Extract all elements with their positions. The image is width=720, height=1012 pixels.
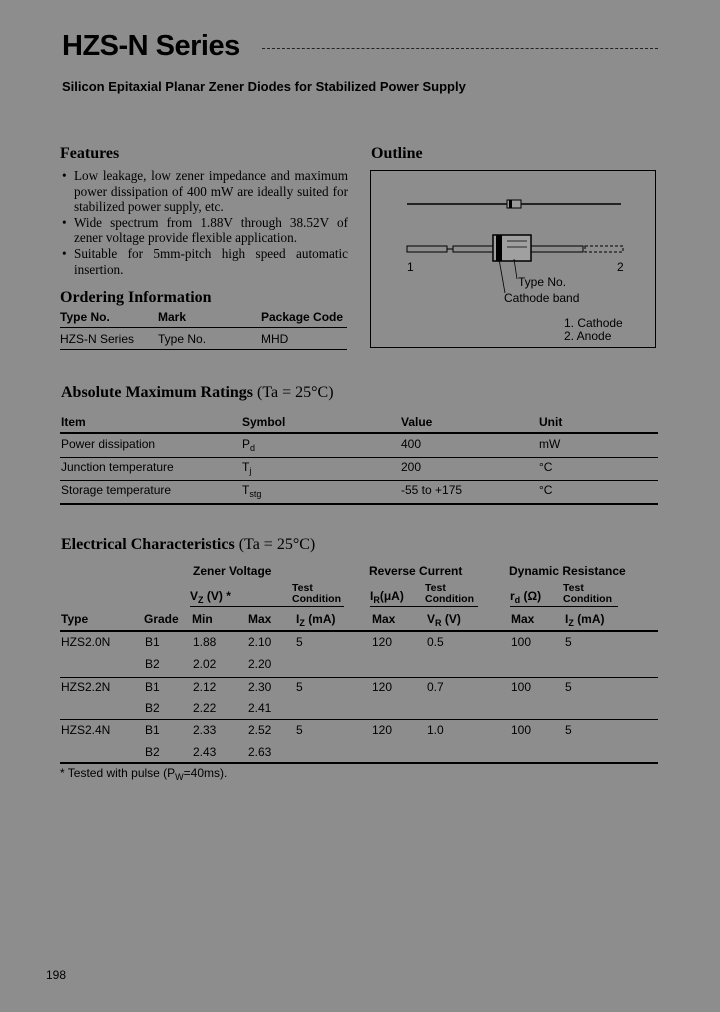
outline-type-no-label: Type No.: [518, 275, 567, 289]
elec-condition: (Ta = 25°C): [238, 536, 316, 553]
elec-test-condition-3: Test Condition: [563, 582, 612, 605]
subtitle: Silicon Epitaxial Planar Zener Diodes for Stabilized Power Supply: [62, 79, 466, 94]
elec-cell-vr: 0.7: [427, 680, 444, 694]
abs-item: Junction temperature: [61, 460, 174, 474]
elec-cell-iz: 5: [296, 635, 303, 649]
abs-unit: °C: [539, 460, 553, 474]
rd-sym: r: [510, 589, 515, 603]
elec-cell-iz2: 5: [565, 680, 572, 694]
outline-box: [370, 170, 656, 348]
elec-group-dynamic: Dynamic Resistance: [509, 564, 626, 578]
elec-cell-min: 2.22: [193, 701, 217, 715]
page-number: 198: [46, 968, 67, 982]
abs-value: 400: [401, 437, 422, 451]
elec-cell-grade: B1: [145, 723, 160, 737]
iz-unit: (mA): [308, 612, 336, 626]
abs-col-unit: Unit: [539, 415, 563, 429]
abs-symbol-sub: stg: [249, 489, 262, 499]
feature-item: • Low leakage, low zener impedance and maximum power dissipation of 400 mW are ideally suited for stabilized power supply, etc.: [60, 168, 348, 215]
elec-cell-grade: B2: [145, 657, 160, 671]
elec-cell-rd: 100: [511, 680, 532, 694]
elec-heading: [61, 536, 315, 554]
abs-unit: mW: [539, 437, 561, 451]
elec-cell-vr: 0.5: [427, 635, 444, 649]
elec-cell-iz2: 5: [565, 723, 572, 737]
abs-row-rule: [60, 457, 658, 458]
abs-symbol-sub: j: [249, 466, 252, 476]
ordering-col-mark: Mark: [158, 310, 187, 324]
abs-max-heading: [61, 384, 334, 402]
elec-cell-grade: B2: [145, 701, 160, 715]
page-title: HZS-N Series: [62, 30, 240, 62]
ir-unit: (μA): [379, 589, 404, 603]
elec-cell-grade: B1: [145, 635, 160, 649]
abs-row-rule: [60, 480, 658, 481]
elec-cell-max: 2.10: [248, 635, 272, 649]
ir-sub: R: [373, 595, 380, 605]
elec-cell-max: 2.41: [248, 701, 272, 715]
outline-pin1-label: 1: [407, 260, 414, 274]
features-heading: Features: [60, 145, 120, 162]
footnote-sub: W: [175, 772, 184, 782]
elec-cell-min: 2.12: [193, 680, 217, 694]
abs-col-value: Value: [401, 415, 433, 429]
elec-cell-min: 2.02: [193, 657, 217, 671]
abs-unit: °C: [539, 483, 553, 497]
elec-group-rule-reverse: [370, 606, 478, 607]
iz2-sym: I: [565, 612, 569, 626]
vz-sym: V: [190, 589, 199, 603]
elec-cell-grade: B1: [145, 680, 160, 694]
abs-symbol-main: T: [242, 460, 250, 474]
vr-unit: (V): [444, 612, 461, 626]
abs-item: Power dissipation: [61, 437, 156, 451]
abs-col-item: Item: [61, 415, 86, 429]
abs-symbol-sub: d: [250, 443, 256, 453]
outline-pin2-label: 2: [617, 260, 624, 274]
iz2-unit: (mA): [577, 612, 605, 626]
rd-sub: d: [514, 595, 521, 605]
iz-sym: I: [296, 612, 300, 626]
elec-col-iz2: [565, 612, 605, 628]
elec-col-grade: Grade: [144, 612, 179, 626]
abs-value: -55 to +175: [401, 483, 463, 497]
footnote-post: =40ms).: [183, 766, 228, 780]
vr-sym: V: [427, 612, 436, 626]
elec-col-type: Type: [61, 612, 89, 626]
elec-col-iz: [296, 612, 336, 628]
ordering-cell-type: HZS-N Series: [60, 332, 135, 346]
abs-value: 200: [401, 460, 422, 474]
elec-cell-iz: 5: [296, 723, 303, 737]
elec-group-rule: [60, 719, 658, 720]
title-rule: [262, 48, 658, 49]
ordering-heading: Ordering Information: [60, 289, 212, 306]
elec-col-vr: [427, 612, 461, 628]
iz2-sub: Z: [568, 618, 574, 628]
outline-heading: Outline: [371, 145, 423, 162]
elec-cell-ir: 120: [372, 635, 393, 649]
abs-col-symbol: Symbol: [242, 415, 286, 429]
elec-cell-grade: B2: [145, 745, 160, 759]
ordering-col-package: Package Code: [261, 310, 344, 324]
abs-symbol-main: P: [242, 437, 251, 451]
features-list: [60, 168, 348, 277]
abs-symbol: [242, 437, 255, 453]
elec-group-rule-zener: [190, 606, 344, 607]
elec-cell-type: HZS2.4N: [61, 723, 111, 737]
elec-cell-iz: 5: [296, 680, 303, 694]
abs-max-heading-text: Absolute Maximum Ratings: [61, 384, 254, 401]
abs-symbol-main: T: [242, 483, 250, 497]
feature-item: • Suitable for 5mm-pitch high speed automatic insertion.: [60, 246, 348, 277]
iz-sub: Z: [299, 618, 305, 628]
elec-group-rule-dynamic: [510, 606, 618, 607]
elec-col-max: Max: [248, 612, 272, 626]
ordering-col-type: Type No.: [60, 310, 110, 324]
elec-cell-rd: 100: [511, 723, 532, 737]
elec-cell-max: 2.20: [248, 657, 272, 671]
elec-cell-max: 2.63: [248, 745, 272, 759]
ordering-rule-top: [60, 327, 347, 328]
elec-cell-min: 1.88: [193, 635, 217, 649]
outline-legend-anode: 2. Anode: [564, 329, 612, 343]
elec-rd-header: [510, 589, 541, 605]
feature-item: • Wide spectrum from 1.88V through 38.52V of zener voltage provide flexible application.: [60, 215, 348, 246]
elec-cell-min: 2.43: [193, 745, 217, 759]
elec-test-condition-1: Test Condition: [292, 582, 341, 605]
outline-cathode-band-label: Cathode band: [504, 291, 580, 305]
elec-col-rd-max: Max: [511, 612, 535, 626]
elec-cell-rd: 100: [511, 635, 532, 649]
abs-symbol: [242, 460, 251, 476]
vr-sub: R: [435, 618, 442, 628]
vz-sub: Z: [198, 595, 204, 605]
abs-max-condition: (Ta = 25°C): [257, 384, 334, 401]
elec-cell-max: 2.52: [248, 723, 272, 737]
elec-heading-text: Electrical Characteristics: [61, 536, 235, 553]
ordering-cell-mark: Type No.: [158, 332, 207, 346]
elec-group-reverse: Reverse Current: [369, 564, 463, 578]
ir-sym: I: [370, 589, 374, 603]
ordering-rule-bottom: [60, 349, 347, 350]
elec-cell-ir: 120: [372, 723, 393, 737]
elec-test-condition-2: Test Condition: [425, 582, 474, 605]
ordering-cell-package: MHD: [261, 332, 289, 346]
elec-cell-max: 2.30: [248, 680, 272, 694]
elec-col-min: Min: [192, 612, 213, 626]
elec-cell-ir: 120: [372, 680, 393, 694]
abs-symbol: [242, 483, 261, 499]
abs-item: Storage temperature: [61, 483, 172, 497]
elec-cell-type: HZS2.0N: [61, 635, 111, 649]
elec-group-rule: [60, 677, 658, 678]
rd-unit: (Ω): [523, 589, 542, 603]
elec-cell-min: 2.33: [193, 723, 217, 737]
abs-rule-header: [60, 432, 658, 434]
elec-cell-vr: 1.0: [427, 723, 444, 737]
elec-col-ir-max: Max: [372, 612, 396, 626]
elec-rule-bottom: [60, 762, 658, 764]
elec-vz-header: [190, 589, 231, 605]
elec-rule-header: [60, 630, 658, 632]
footnote-pre: * Tested with pulse (P: [60, 766, 176, 780]
vz-unit: (V) *: [206, 589, 231, 603]
elec-group-zener: Zener Voltage: [193, 564, 272, 578]
elec-cell-iz2: 5: [565, 635, 572, 649]
outline-legend-cathode: 1. Cathode: [564, 316, 623, 330]
abs-rule-bottom: [60, 503, 658, 505]
elec-footnote: [60, 766, 227, 782]
elec-ir-header: [370, 589, 404, 605]
elec-cell-type: HZS2.2N: [61, 680, 111, 694]
